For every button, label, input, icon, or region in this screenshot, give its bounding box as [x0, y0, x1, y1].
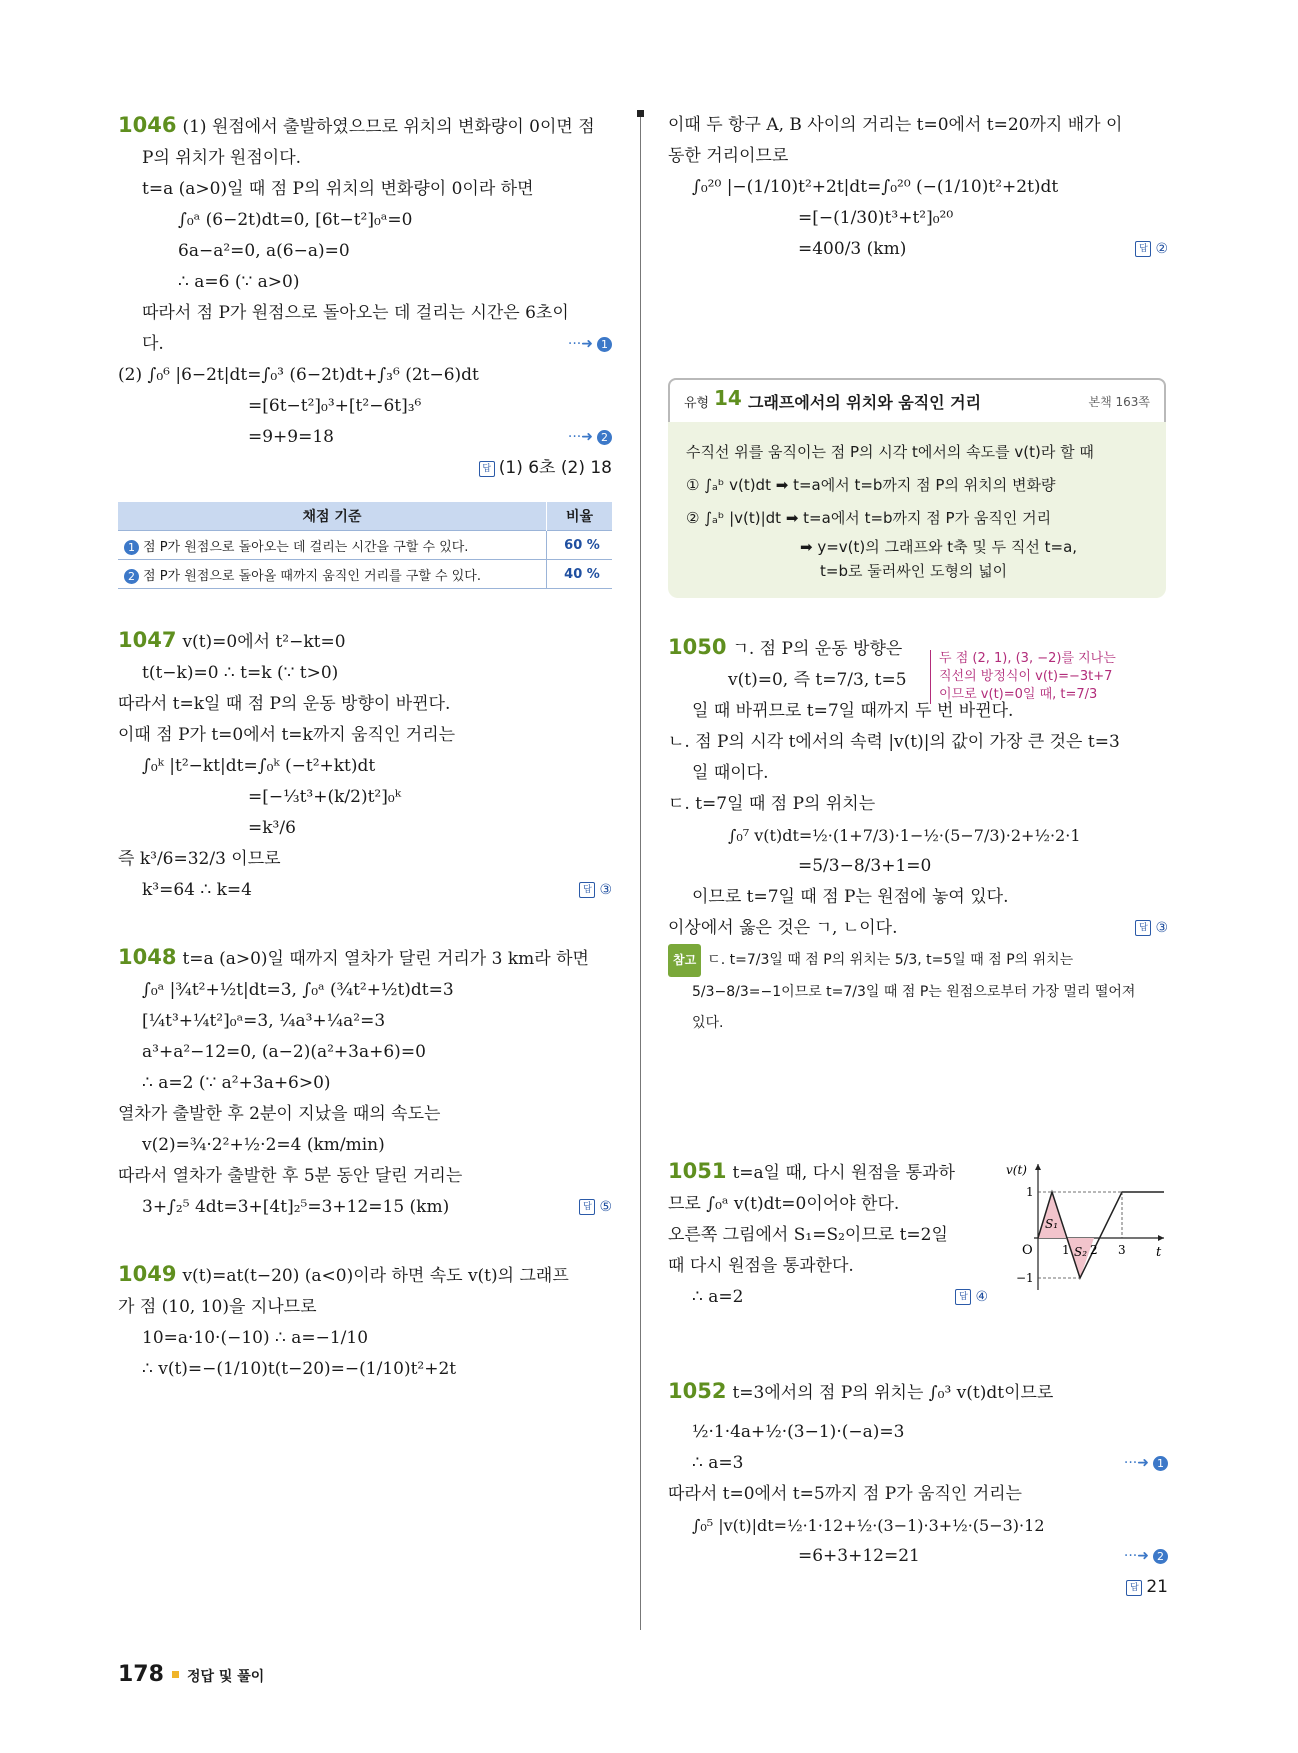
solution-line: 따라서 열차가 출발한 후 5분 동안 달린 거리는 [118, 1166, 463, 1186]
x-tick-label: 3 [1118, 1243, 1126, 1257]
solution-line: 이상에서 옳은 것은 ㄱ, ㄴ이다. [668, 918, 898, 938]
rubric-row: 1 점 P가 원점으로 돌아오는 데 걸리는 시간을 구할 수 있다. 60 % [118, 531, 612, 560]
y-axis-label: v(t) [1006, 1163, 1027, 1177]
solution-line: P의 위치가 원점이다. [142, 148, 302, 168]
solution-line: ㄱ. 점 P의 운동 방향은 [732, 639, 903, 659]
answer: ② [1155, 241, 1168, 257]
rubric-row: 2 점 P가 원점으로 돌아올 때까지 움직인 거리를 구할 수 있다. 40 % [118, 560, 612, 589]
footer-label: 정답 및 풀이 [186, 1669, 265, 1685]
answer: ③ [1155, 920, 1168, 936]
answer: ⑤ [599, 1199, 612, 1215]
solution-line: 이때 점 P가 t=0에서 t=k까지 움직인 거리는 [118, 725, 456, 745]
solution-line: 가 점 (10, 10)을 지나므로 [118, 1297, 317, 1317]
answer-icon: 답 [1126, 1580, 1142, 1596]
type-14-header [668, 378, 1166, 422]
answer-icon: 답 [579, 1199, 595, 1215]
solution-line: 따라서 t=k일 때 점 P의 운동 방향이 바뀐다. [118, 694, 451, 714]
problem-1051 [668, 1156, 988, 1313]
problem-number: 1049 [118, 1262, 177, 1286]
answer-icon: 답 [1135, 241, 1151, 257]
x-tick-label: 1 [1062, 1243, 1070, 1257]
x-tick-label: 2 [1090, 1243, 1098, 1257]
equation-line: =[6t−t²]₀³+[t²−6t]₃⁶ [248, 396, 422, 416]
equation-line: ½·1·4a+½·(3−1)·(−a)=3 [692, 1422, 905, 1442]
type-14-summary-box [668, 378, 1166, 610]
velocity-graph [1004, 1160, 1168, 1300]
type-14-body [668, 422, 1166, 598]
equation-line: ∫₀⁵ |v(t)|dt=½·1·12+½·(3−1)·3+½·(5−3)·12 [692, 1516, 1045, 1535]
equation-line: =[−⅓t³+(k/2)t²]₀ᵏ [248, 787, 401, 807]
solution-line: 이므로 t=7일 때 점 P는 원점에 놓여 있다. [692, 887, 1009, 907]
equation-line: (2) ∫₀⁶ |6−2t|dt=∫₀³ (6−2t)dt+∫₃⁶ (2t−6)dt [118, 365, 479, 385]
origin-label: O [1022, 1243, 1033, 1258]
rubric-header-criteria: 채점 기준 [118, 502, 547, 531]
equation-line: =9+9=18 [248, 427, 334, 447]
equation-line: v(t)=0, 즉 t=7/3, t=5 [728, 670, 907, 690]
solution-line: 열차가 출발한 후 2분이 지났을 때의 속도는 [118, 1104, 441, 1124]
solution-line: ㄷ. t=7일 때 점 P의 위치는 [668, 794, 876, 814]
page-footer [118, 1662, 264, 1687]
reference-tag: 참고 [668, 944, 701, 977]
problem-number: 1051 [668, 1159, 727, 1183]
type-label: 유형 [684, 396, 710, 411]
solution-line: v(t)=at(t−20) (a<0)이라 하면 속도 v(t)의 그래프 [182, 1266, 569, 1286]
y-tick-label: 1 [1026, 1185, 1034, 1199]
problem-number: 1046 [118, 113, 177, 137]
y-tick-label: −1 [1016, 1271, 1034, 1285]
solution-line: 일 때이다. [692, 763, 769, 783]
reference-line: 5/3−8/3=−1이므로 t=7/3일 때 점 P는 원점으로부터 가장 멀리 떨어져 [692, 984, 1136, 1000]
solution-line: 따라서 t=0에서 t=5까지 점 P가 움직인 거리는 [668, 1484, 1022, 1504]
equation-line: =5/3−8/3+1=0 [798, 856, 932, 876]
reference-line: 있다. [692, 1015, 724, 1031]
summary-line: t=b로 둘러싸인 도형의 넓이 [820, 562, 1008, 580]
problem-1046 [118, 110, 612, 484]
problem-number: 1052 [668, 1379, 727, 1403]
equation-line: ∫₀ᵃ (6−2t)dt=0, [6t−t²]₀ᵃ=0 [178, 210, 413, 230]
equation-line: 6a−a²=0, a(6−a)=0 [178, 241, 350, 261]
equation-line: t(t−k)=0 ∴ t=k (∵ t>0) [142, 663, 339, 683]
right-column [668, 110, 1168, 265]
problem-number: 1047 [118, 628, 177, 652]
equation-line: ∴ a=2 [692, 1287, 744, 1307]
problem-1047 [118, 625, 612, 906]
solution-line: t=3에서의 점 P의 위치는 ∫₀³ v(t)dt이므로 [732, 1383, 1054, 1403]
step-marker-2: ···➜ 2 [1124, 1541, 1168, 1572]
equation-line: ∴ v(t)=−(1/10)t(t−20)=−(1/10)t²+2t [142, 1359, 457, 1379]
reference-line: ㄷ. t=7/3일 때 점 P의 위치는 5/3, t=5일 때 점 P의 위치는 [707, 952, 1074, 968]
s2-label: S₂ [1074, 1245, 1088, 1259]
equation-line: v(t)=0에서 t²−kt=0 [182, 632, 346, 652]
type-title: 그래프에서의 위치와 움직인 거리 [748, 393, 982, 412]
v-axis-arrow [1035, 1164, 1041, 1170]
side-note: 두 점 (2, 1), (3, −2)를 지나는 직선의 방정식이 v(t)=−3t+7 이므로 v(t)=0일 때, t=7/3 [930, 650, 1169, 704]
step-marker-2: ···➜ 2 [568, 422, 612, 453]
summary-line: 수직선 위를 움직이는 점 P의 시각 t에서의 속도를 v(t)라 할 때 [686, 443, 1094, 461]
type-reference: 본책 163쪽 [1088, 395, 1150, 409]
equation-line: =400/3 (km) [798, 239, 907, 259]
equation-line: ∫₀⁷ v(t)dt=½·(1+7/3)·1−½·(5−7/3)·2+½·2·1 [728, 826, 1081, 845]
answer-icon: 답 [1135, 920, 1151, 936]
answer: ③ [599, 882, 612, 898]
problem-number: 1048 [118, 945, 177, 969]
summary-line: ① ∫ₐᵇ v(t)dt ➡ t=a에서 t=b까지 점 P의 위치의 변화량 [686, 476, 1056, 494]
answer-icon: 답 [955, 1289, 971, 1305]
equation-line: ∴ a=3 [692, 1453, 744, 1473]
summary-line: ② ∫ₐᵇ |v(t)|dt ➡ t=a에서 t=b까지 점 P가 움직인 거리 [686, 509, 1052, 527]
answer: (1) 6초 (2) 18 [498, 458, 612, 478]
solution-line: 동한 거리이므로 [668, 146, 789, 166]
column-divider-cap [637, 110, 644, 117]
equation-line: ∫₀ᵏ |t²−kt|dt=∫₀ᵏ (−t²+kt)dt [142, 756, 376, 776]
footer-bullet-icon [172, 1671, 179, 1678]
equation-line: ∫₀²⁰ |−(1/10)t²+2t|dt=∫₀²⁰ (−(1/10)t²+2t)dt [692, 177, 1059, 197]
equation-line: =[−(1/30)t³+t²]₀²⁰ [798, 208, 954, 228]
equation-line: ∫₀ᵃ |¾t²+½t|dt=3, ∫₀ᵃ (¾t²+½t)dt=3 [142, 980, 454, 1000]
type-number: 14 [714, 386, 742, 410]
answer: 21 [1146, 1577, 1168, 1597]
t-axis-arrow [1158, 1235, 1164, 1241]
problem-1048 [118, 942, 612, 1223]
page-number: 178 [118, 1662, 164, 1687]
equation-line: [¼t³+¼t²]₀ᵃ=3, ¼a³+¼a²=3 [142, 1011, 386, 1031]
equation-line: =k³/6 [248, 818, 296, 838]
solution-line: t=a (a>0)일 때 점 P의 위치의 변화량이 0이라 하면 [142, 179, 534, 199]
equation-line: v(2)=¾·2²+½·2=4 (km/min) [142, 1135, 385, 1155]
s1-region [1038, 1192, 1066, 1238]
equation-line: 10=a·10·(−10) ∴ a=−1/10 [142, 1328, 369, 1348]
solution-line: 일 때 바뀌므로 t=7일 때까지 두 번 바뀐다. [692, 701, 1014, 721]
solution-line: 므로 ∫₀ᵃ v(t)dt=0이어야 한다. [668, 1194, 900, 1214]
equation-line: 3+∫₂⁵ 4dt=3+[4t]₂⁵=3+12=15 (km) [142, 1197, 450, 1217]
solution-line: 다. [142, 334, 164, 354]
solution-line: 이때 두 항구 A, B 사이의 거리는 t=0에서 t=20까지 배가 이 [668, 115, 1123, 135]
step-marker-1: ···➜ 1 [1124, 1448, 1168, 1479]
problem-number: 1050 [668, 635, 727, 659]
rubric-header-ratio: 비율 [547, 502, 613, 531]
answer-icon: 답 [479, 461, 495, 477]
column-divider [640, 110, 641, 1630]
equation-line: =6+3+12=21 [798, 1546, 920, 1566]
problem-1049-continued [668, 110, 1168, 265]
problem-1052 [668, 1376, 1168, 1603]
equation-line: a³+a²−12=0, (a−2)(a²+3a+6)=0 [142, 1042, 426, 1062]
equation-line: ∴ a=2 (∵ a²+3a+6>0) [142, 1073, 331, 1093]
solution-line: 오른쪽 그림에서 S₁=S₂이므로 t=2일 [668, 1225, 948, 1245]
solution-line: 때 다시 원점을 통과한다. [668, 1256, 854, 1276]
left-column [118, 110, 612, 1385]
s1-label: S₁ [1045, 1217, 1059, 1231]
problem-1049 [118, 1259, 612, 1385]
answer: ④ [975, 1289, 988, 1305]
equation-line: ∴ a=6 (∵ a>0) [178, 272, 300, 292]
x-axis-label: t [1156, 1245, 1162, 1260]
solution-line: 즉 k³/6=32/3 이므로 [118, 849, 281, 869]
solution-line: t=a일 때, 다시 원점을 통과하 [732, 1163, 955, 1183]
solution-line: ㄴ. 점 P의 시각 t에서의 속력 |v(t)|의 값이 가장 큰 것은 t=3 [668, 732, 1120, 752]
solution-line: (1) 원점에서 출발하였으므로 위치의 변화량이 0이면 점 [182, 117, 595, 137]
solution-line: 따라서 점 P가 원점으로 돌아오는 데 걸리는 시간은 6초이 [142, 303, 569, 323]
summary-line: ➡ y=v(t)의 그래프와 t축 및 두 직선 t=a, [800, 538, 1078, 556]
step-marker-1: ···➜ 1 [568, 329, 612, 360]
grading-rubric [118, 502, 612, 589]
equation-line: k³=64 ∴ k=4 [142, 880, 252, 900]
answer-icon: 답 [579, 882, 595, 898]
solution-line: t=a (a>0)일 때까지 열차가 달린 거리가 3 km라 하면 [182, 949, 589, 969]
